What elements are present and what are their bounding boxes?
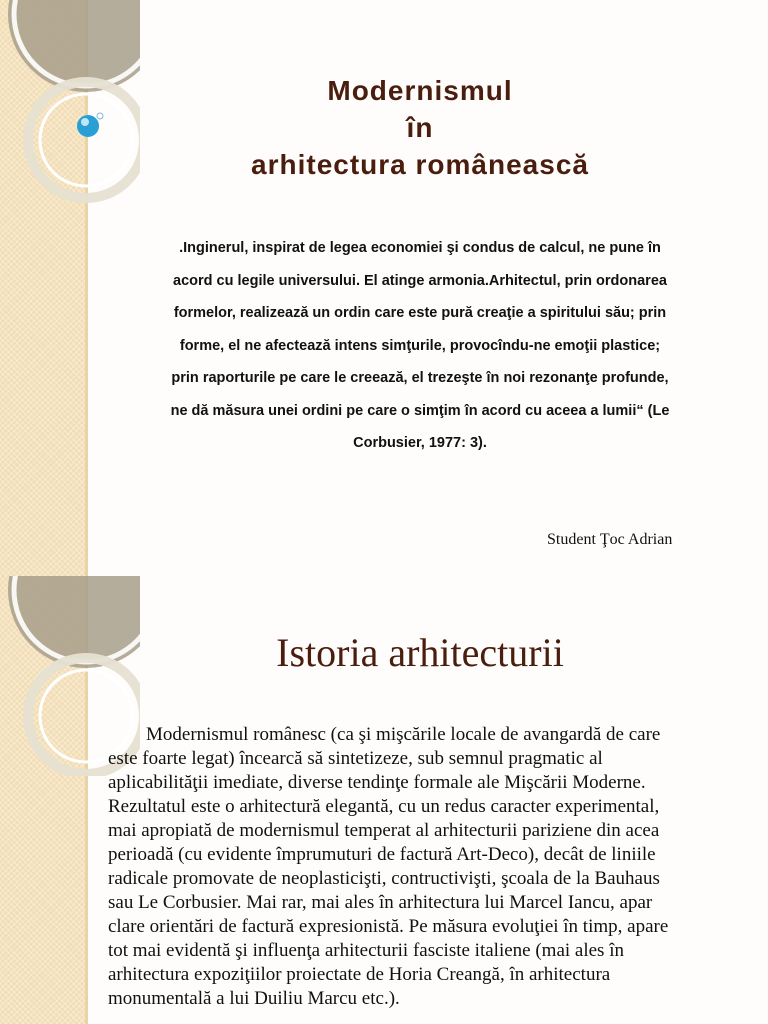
quote-line: ne dă măsura unei ordini pe care o simţim în acord cu aceea a lumii“ (Le (170, 402, 670, 419)
body-line: Modernismul românesc (ca şi mişcările locale de avangardă de care (146, 724, 661, 745)
body-line: perioadă (cu evidente împrumuturi de factură Art-Deco), decât de liniile (108, 844, 656, 865)
body-line: Rezultatul este o arhitectură elegantă, cu un redus caracter experimental, (108, 796, 660, 817)
slide-title (100, 72, 740, 183)
body-line: clare orientări de factură expresionistă. Pe măsura evoluţiei în timp, apare (108, 916, 669, 937)
body-line: monumentală a lui Duiliu Marcu etc.). (108, 988, 400, 1009)
body-line: arhitectura expoziţiilor proiectate de Horia Creangă, în arhitectura (108, 964, 611, 985)
body-line: este foarte legat) încearcă să sintetizeze, sub semnul pragmatic al (108, 748, 603, 769)
body-text (108, 723, 738, 1011)
quote-line: formelor, realizează un ordin care este pură creaţie a spiritului său; prin (173, 305, 667, 321)
body-line: tot mai evidentă şi influenţa arhitecturii fasciste italiene (mai ales în (108, 940, 624, 961)
title-line-2: în (406, 112, 434, 143)
body-line: radicale promovate de neoplasticişti, contructivişti, şcoala de la Bauhaus (108, 868, 660, 889)
quote-line: Corbusier, 1977: 3). (353, 435, 487, 451)
quote-line: forme, el ne afectează intens simţurile, provocîndu-ne emoţii plastice; (179, 337, 661, 354)
quote-line: prin raporturile pe care le creează, el trezeşte în noi rezonanţe profunde, (171, 370, 669, 386)
quote-line: acord cu legile universului. El atinge armonia.Arhitectul, prin ordonarea (173, 272, 667, 289)
quote-line: .Inginerul, inspirat de legea economiei şi condus de calcul, ne pune în (179, 240, 661, 256)
blue-bead-icon (77, 115, 99, 137)
quote-block (100, 232, 740, 460)
title-line-1: Modernismul (327, 75, 513, 106)
section-heading: Istoria arhitecturii (276, 630, 564, 675)
body-line: sau Le Corbusier. Mai rar, mai ales în arhitectura lui Marcel Iancu, apar (108, 892, 653, 913)
title-line-3: arhitectura românească (251, 149, 589, 180)
author-name: Student Ţoc Adrian (547, 531, 673, 548)
body-line: aplicabilităţii imediate, diverse tendinţe formale ale Mişcării Moderne. (108, 772, 646, 793)
body-line: mai apropiată de modernismul temperat al arhitecturii pariziene din acea (108, 820, 660, 841)
